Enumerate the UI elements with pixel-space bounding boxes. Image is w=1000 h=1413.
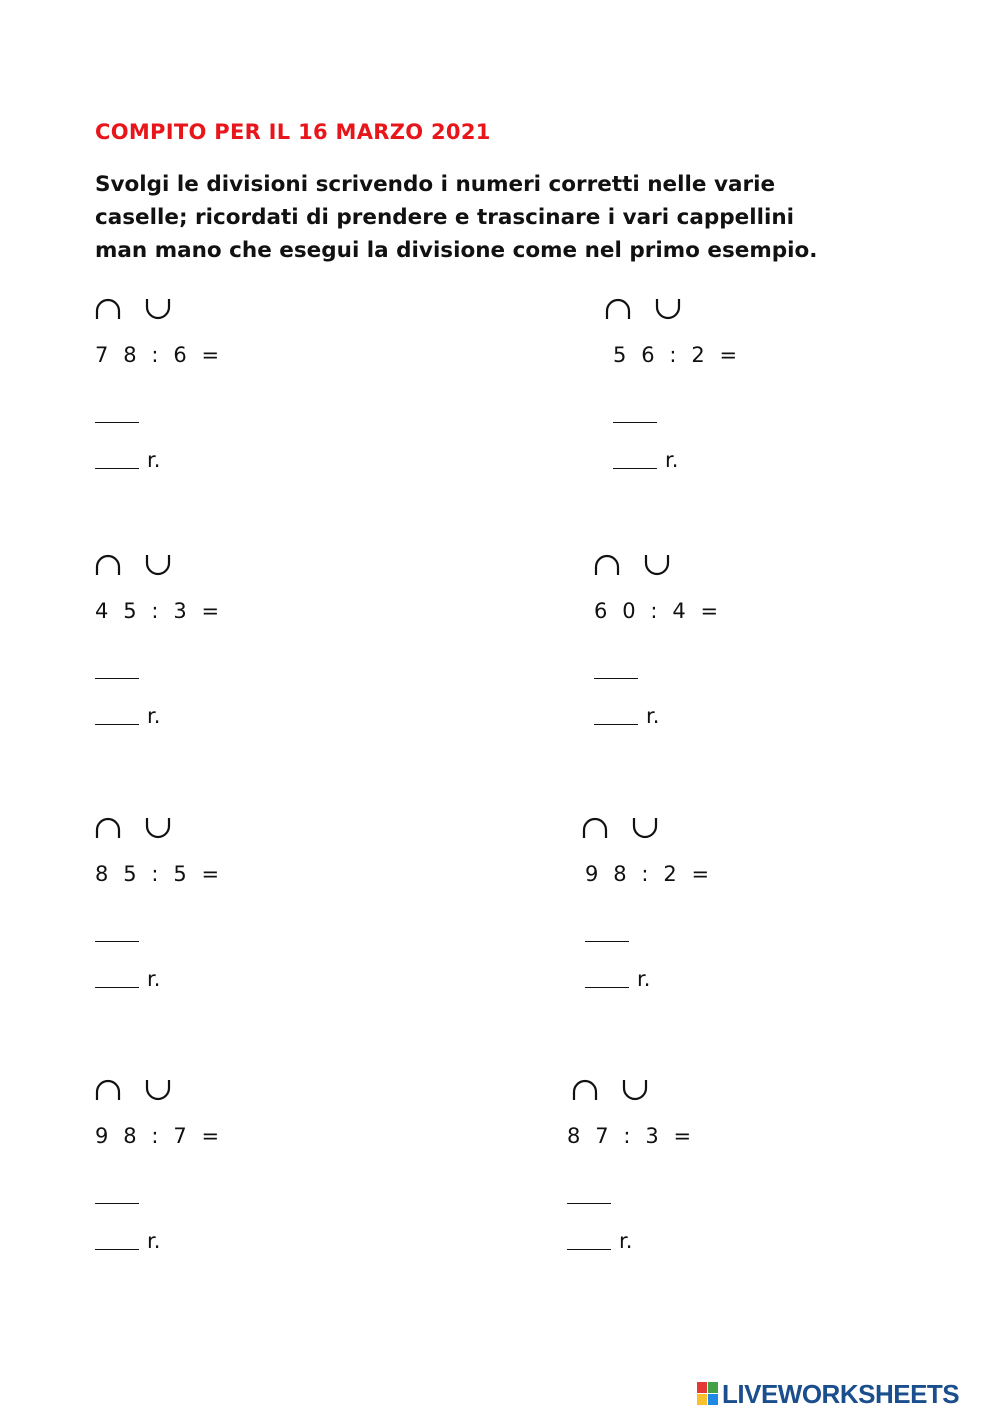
logo-text: LIVEWORKSHEETS (722, 1378, 960, 1409)
quotient-blank[interactable] (567, 1203, 611, 1204)
division-problem (95, 817, 355, 1017)
cap-arc-icon[interactable] (95, 554, 121, 576)
quotient-blank[interactable] (594, 678, 638, 679)
cap-arc-icon[interactable] (582, 817, 608, 839)
remainder-label: r. (147, 1229, 161, 1253)
division-problem (567, 1079, 827, 1279)
quotient-blank[interactable] (585, 941, 629, 942)
remainder-blank[interactable] (95, 724, 139, 725)
cap-arc-icon[interactable] (572, 1079, 598, 1101)
liveworksheets-logo[interactable] (697, 1380, 959, 1408)
instructions-line: caselle; ricordati di prendere e trascinare i vari cappellini (95, 205, 795, 230)
division-equation: 5 6 : 2 = (613, 343, 738, 367)
remainder-blank[interactable] (585, 987, 629, 988)
worksheet-title: COMPITO PER IL 16 MARZO 2021 (95, 120, 491, 144)
division-equation: 9 8 : 7 = (95, 1124, 220, 1148)
division-problem (594, 554, 854, 754)
cup-arc-icon[interactable] (622, 1079, 648, 1101)
instructions-line: Svolgi le divisioni scrivendo i numeri corretti nelle varie (95, 172, 776, 197)
cap-arc-icon[interactable] (95, 817, 121, 839)
remainder-blank[interactable] (594, 724, 638, 725)
division-equation: 8 5 : 5 = (95, 862, 220, 886)
cap-arc-icon[interactable] (594, 554, 620, 576)
remainder-label: r. (619, 1229, 633, 1253)
remainder-label: r. (147, 967, 161, 991)
quotient-blank[interactable] (95, 678, 139, 679)
cap-arc-icon[interactable] (95, 298, 121, 320)
remainder-blank[interactable] (613, 468, 657, 469)
quotient-blank[interactable] (95, 941, 139, 942)
cup-arc-icon[interactable] (145, 298, 171, 320)
remainder-blank[interactable] (567, 1249, 611, 1250)
remainder-label: r. (637, 967, 651, 991)
division-equation: 8 7 : 3 = (567, 1124, 692, 1148)
remainder-blank[interactable] (95, 987, 139, 988)
cup-arc-icon[interactable] (644, 554, 670, 576)
division-problem (95, 298, 355, 498)
division-equation: 7 8 : 6 = (95, 343, 220, 367)
instructions (95, 168, 915, 267)
division-problem (95, 1079, 355, 1279)
logo-mark-icon (697, 1382, 719, 1406)
cup-arc-icon[interactable] (655, 298, 681, 320)
cap-arc-icon[interactable] (95, 1079, 121, 1101)
remainder-label: r. (147, 448, 161, 472)
cup-arc-icon[interactable] (632, 817, 658, 839)
cup-arc-icon[interactable] (145, 1079, 171, 1101)
instructions-line: man mano che esegui la divisione come nel primo esempio. (95, 238, 818, 263)
cup-arc-icon[interactable] (145, 554, 171, 576)
division-problem (95, 554, 355, 754)
cup-arc-icon[interactable] (145, 817, 171, 839)
remainder-label: r. (665, 448, 679, 472)
division-equation: 4 5 : 3 = (95, 599, 220, 623)
division-problem (582, 817, 842, 1017)
remainder-label: r. (147, 704, 161, 728)
quotient-blank[interactable] (95, 1203, 139, 1204)
cap-arc-icon[interactable] (605, 298, 631, 320)
division-problem (605, 298, 865, 498)
division-equation: 9 8 : 2 = (585, 862, 710, 886)
quotient-blank[interactable] (95, 422, 139, 423)
division-equation: 6 0 : 4 = (594, 599, 719, 623)
remainder-blank[interactable] (95, 468, 139, 469)
quotient-blank[interactable] (613, 422, 657, 423)
remainder-label: r. (646, 704, 660, 728)
remainder-blank[interactable] (95, 1249, 139, 1250)
